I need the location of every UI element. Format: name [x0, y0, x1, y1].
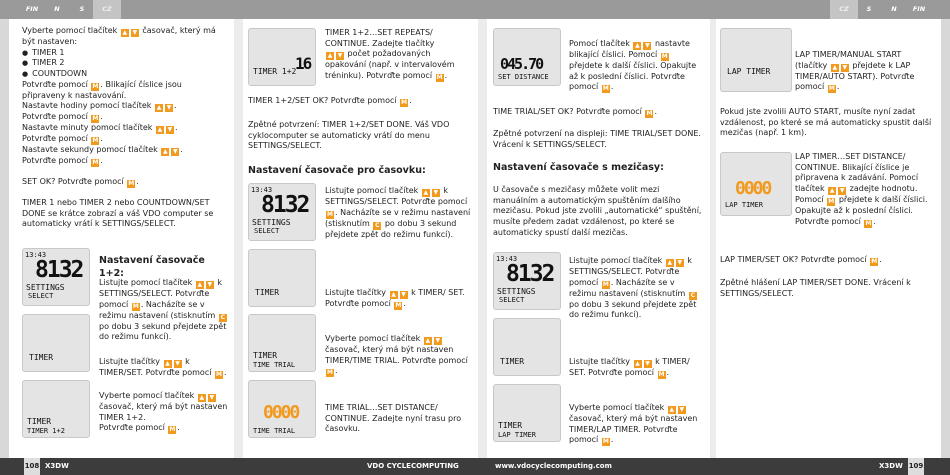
up-icon: ▲: [635, 360, 640, 367]
model-right: X3DW: [879, 462, 903, 470]
m-icon: M: [216, 371, 222, 378]
m-icon: M: [602, 280, 609, 288]
center-shade-3: [710, 19, 716, 458]
up-icon: ▲: [156, 104, 162, 112]
center-shade-right: [478, 19, 487, 458]
step-listing-2: Listujte pomocí tlačítek ▲ ▼ k SETTINGS/SELECT. Potvrďte pomocí M . Nacházíte se v režimu nastavení (stisknutím C po dobu 3 sekund přejdete zpět do režimu funkcí).: [325, 186, 471, 239]
down-icon: ▼: [433, 189, 439, 196]
lcd-set-distance: 045.70 SET DISTANCE: [493, 28, 561, 86]
option-timer2: ● TIMER 2: [22, 58, 227, 69]
header-bar-left: [0, 0, 475, 19]
down-icon: ▼: [209, 394, 215, 401]
down-icon: ▼: [132, 29, 138, 36]
step-distance-digits: Pomocí tlačítek ▲ ▼ nastavte blikající číslici. Pomocí M přejdete k další číslici. Opakujte až k poslední číslici. Potvrďte pomocí M .: [569, 39, 697, 93]
up-icon: ▲: [391, 291, 396, 298]
model-left: X3DW: [45, 462, 69, 470]
heading-lap-timer: Nastavení časovače s mezičasy:: [493, 162, 664, 173]
lcd-timer-1: TIMER: [22, 314, 90, 372]
intro-text: Vyberte pomocí tlačítek ▲ ▼ časovač, který má být nastaven:: [22, 26, 216, 46]
step-seconds: Nastavte sekundy pomocí tlačítek ▲ ▼ .: [22, 145, 183, 156]
timer12-set-ok: TIMER 1+2/SET OK? Potvrďte pomocí M .: [248, 96, 412, 106]
column-1: [22, 26, 227, 230]
lang-tab-s-right[interactable]: S: [866, 5, 872, 13]
up-icon: ▲: [425, 337, 431, 344]
lang-tab-n[interactable]: N: [54, 5, 60, 13]
step-minutes: Nastavte minuty pomocí tlačítek ▲ ▼ .: [22, 123, 178, 134]
down-icon: ▼: [645, 42, 650, 49]
lcd-lap-timer: TIMER LAP TIMER: [493, 384, 561, 442]
down-icon: ▼: [166, 104, 172, 112]
heading-timer12: Nastavení časovače 1+2:: [99, 255, 205, 279]
step-listing-1: Listujte pomocí tlačítek ▲ ▼ k SETTINGS/SELECT. Potvrďte pomocí M . Nacházíte se v režimu nastavení (stisknutím C po dobu 3 sekund přejdete zpět do režimu funkcí).: [99, 278, 227, 342]
lang-tab-n-right[interactable]: N: [891, 5, 897, 13]
option-countdown: ● COUNTDOWN: [22, 69, 227, 80]
set-ok: SET OK? Potvrďte pomocí M .: [22, 177, 139, 188]
lap-timer-intro: U časovače s mezičasy můžete volit mezi manuálním a automatickým spuštěním dalšího mezičasu. Pokud jste zvolili „automatické“ spuštění, musíte předem zadat vzdálenost, po které se automaticky spustí další mezičas.: [493, 185, 702, 237]
down-icon: ▼: [401, 291, 406, 298]
up-icon: ▲: [667, 259, 673, 266]
lcd-timer-3: TIMER: [493, 318, 561, 376]
lcd-timer12: TIMER TIMER 1+2: [22, 380, 90, 438]
side-stripe-right: [941, 19, 950, 458]
c-icon: C: [375, 221, 380, 229]
m-icon: M: [401, 99, 408, 106]
time-trial-set-ok: TIME TRIAL/SET OK? Potvrďte pomocí M .: [493, 107, 657, 117]
m-icon: M: [395, 302, 402, 309]
step-listing-3: Listujte pomocí tlačítek ▲ ▼ k SETTINGS/SELECT. Potvrďte pomocí M . Nacházíte se v režimu nastavení (stisknutím C po dobu 3 sekund přejdete zpět do režimu funkcí).: [569, 256, 697, 320]
down-icon: ▼: [167, 126, 173, 134]
lcd-timer12-repeats: 16 TIMER 1+2: [248, 28, 316, 86]
up-icon: ▲: [122, 29, 128, 36]
lang-tab-fin-right[interactable]: FIN: [912, 5, 926, 13]
step-lap-distance: LAP TIMER…SET DISTANCE/ CONTINUE. Blikající číslice je připravena k zadávání. Pomocí tlačítek ▲ ▼ zadejte hodnotu. Pomocí M přejdete k další číslici. Opakujte až k poslední číslici. Potvrďte pomocí M .: [795, 152, 928, 227]
step-timer-set-3: Listujte tlačítky ▲ ▼ k TIMER/ SET. Potvrďte pomocí M .: [569, 357, 690, 378]
step-confirm-seconds: Potvrďte pomocí M .: [22, 156, 103, 167]
m-icon: M: [92, 115, 99, 123]
lap-set-ok: LAP TIMER/SET OK? Potvrďte pomocí M .: [720, 255, 882, 265]
brand-label: VDO CYCLECOMPUTING: [367, 462, 459, 470]
lang-tab-s[interactable]: S: [79, 5, 85, 13]
lcd-lap-manual: LAP TIMER: [720, 28, 792, 92]
step-select-time-trial: Vyberte pomocí tlačítek ▲ ▼ časovač, který má být nastaven TIMER/TIME TRIAL. Potvrďte pomocí M .: [325, 334, 468, 377]
auto-start-note: Pokud jste zvolili AUTO START, musíte nyní zadat vzdálenost, po které se má automaticky spustit další mezičas (např. 1 km).: [720, 107, 932, 138]
m-icon: M: [661, 53, 668, 60]
footer-left: [0, 458, 475, 475]
lcd-time-trial-distance: 0000 TIME TRIAL: [248, 380, 316, 438]
up-icon: ▲: [157, 126, 163, 134]
m-icon: M: [92, 82, 99, 90]
footer-right: [475, 458, 950, 475]
up-icon: ▲: [832, 63, 838, 71]
step-confirm-hours: Potvrďte pomocí M .: [22, 112, 103, 123]
m-icon: M: [658, 371, 665, 378]
lcd-time-trial: TIMER TIME TRIAL: [248, 314, 316, 372]
down-icon: ▼: [175, 360, 180, 367]
header-bar-right: [475, 0, 950, 19]
c-icon: C: [220, 313, 226, 321]
down-icon: ▼: [679, 406, 685, 413]
up-icon: ▲: [197, 281, 203, 288]
down-icon: ▼: [645, 360, 650, 367]
step-select-lap-timer: Vyberte pomocí tlačítek ▲ ▼ časovač, který má být nastaven TIMER/LAP TIMER. Potvrďte pomocí M .: [569, 403, 698, 446]
up-icon: ▲: [165, 360, 170, 367]
m-icon: M: [646, 110, 653, 117]
lcd-clock-settings-2: 13:43 8132 SETTINGS SELECT: [248, 183, 316, 241]
up-icon: ▲: [199, 394, 205, 401]
m-icon: M: [92, 159, 99, 167]
step-hours: Nastavte hodiny pomocí tlačítek ▲ ▼ .: [22, 101, 177, 112]
down-icon: ▼: [435, 337, 441, 344]
step-confirm-blink: Potvrďte pomocí M . Blikající číslice jsou připraveny k nastavování.: [22, 79, 182, 100]
lap-confirm: Zpětné hlášení LAP TIMER/SET DONE. Vrácení k SETTINGS/SELECT.: [720, 278, 911, 298]
lang-tab-cz-right[interactable]: CZ: [830, 0, 858, 19]
step-confirm-minutes: Potvrďte pomocí M .: [22, 134, 103, 145]
up-icon: ▲: [669, 406, 675, 413]
step-timer-set-1: Listujte tlačítky ▲ ▼ k TIMER/SET. Potvrďte pomocí M .: [99, 357, 227, 378]
center-shade: [234, 19, 243, 458]
step-lap-start: LAP TIMER/MANUAL START (tlačítky ▲ ▼ přejdete k LAP TIMER/AUTO START). Potvrďte pomocí M .: [795, 50, 915, 93]
timer12-confirm: Zpětné potvrzení: TIMER 1+2/SET DONE. Váš VDO cyklocomputer se automaticky vrátí do menu SETTINGS/SELECT.: [248, 120, 450, 151]
m-icon: M: [436, 73, 443, 81]
m-icon: M: [828, 85, 835, 93]
lcd-lap-distance: 0000 LAP TIMER: [720, 152, 792, 216]
m-icon: M: [865, 219, 872, 227]
option-timer1: ● TIMER 1: [22, 48, 227, 59]
timer-done-text: TIMER 1 nebo TIMER 2 nebo COUNTDOWN/SET DONE se krátce zobrazí a váš VDO computer se automaticky vrátí k SETTINGS/SELECT.: [22, 198, 214, 229]
step-trial-distance: TIME TRIAL…SET DISTANCE/ CONTINUE. Zadejte nyní trasu pro časovku.: [325, 403, 462, 434]
down-icon: ▼: [207, 281, 213, 288]
down-icon: ▼: [173, 148, 178, 156]
step-timer-set-2: Listujte tlačítky ▲ ▼ k TIMER/ SET. Potvrďte pomocí M .: [325, 288, 465, 309]
m-icon: M: [828, 197, 835, 205]
up-icon: ▲: [423, 189, 429, 196]
c-icon: C: [690, 291, 696, 299]
up-icon: ▲: [163, 148, 168, 156]
website-link[interactable]: www.vdocyclecomputing.com: [495, 462, 612, 470]
m-icon: M: [169, 426, 176, 434]
down-icon: ▼: [677, 259, 683, 266]
down-icon: ▼: [337, 52, 343, 60]
page-number-right: 109: [908, 458, 924, 475]
down-icon: ▼: [842, 63, 848, 71]
lcd-clock-settings-1: 13:43 8132 SETTINGS SELECT: [22, 248, 90, 306]
down-icon: ▼: [839, 186, 845, 194]
m-icon: M: [128, 180, 135, 188]
step-repeats: TIMER 1+2…SET REPEATS/ CONTINUE. Zadejte tlačítky ▲ ▼ počet požadovaných opakování (např. v intervalovém tréninku). Potvrďte pomocí M .: [325, 28, 455, 81]
m-icon: M: [92, 137, 99, 145]
m-icon: M: [327, 369, 333, 377]
m-icon: M: [602, 85, 609, 93]
up-icon: ▲: [635, 42, 640, 49]
lang-tab-fin[interactable]: FIN: [25, 5, 39, 13]
m-icon: M: [132, 302, 139, 310]
up-icon: ▲: [327, 52, 333, 60]
lang-tab-cz[interactable]: CZ: [93, 0, 121, 19]
m-icon: M: [871, 258, 878, 265]
heading-time-trial: Nastavení časovače pro časovku:: [248, 165, 426, 176]
lcd-timer-2: TIMER: [248, 249, 316, 307]
page-number-left: 108: [24, 458, 40, 475]
lcd-clock-settings-3: 13:43 8132 SETTINGS SELECT: [493, 252, 561, 310]
time-trial-confirm: Zpětné potvrzení na displeji: TIME TRIAL/SET DONE. Vrácení k SETTINGS/SELECT.: [493, 129, 701, 149]
step-select-timer12: Vyberte pomocí tlačítek ▲ ▼ časovač, který má být nastaven TIMER 1+2. Potvrďte pomocí M .: [99, 391, 228, 434]
m-icon: M: [327, 210, 333, 218]
m-icon: M: [602, 438, 609, 446]
side-stripe-left: [0, 19, 9, 458]
up-icon: ▲: [829, 186, 835, 194]
